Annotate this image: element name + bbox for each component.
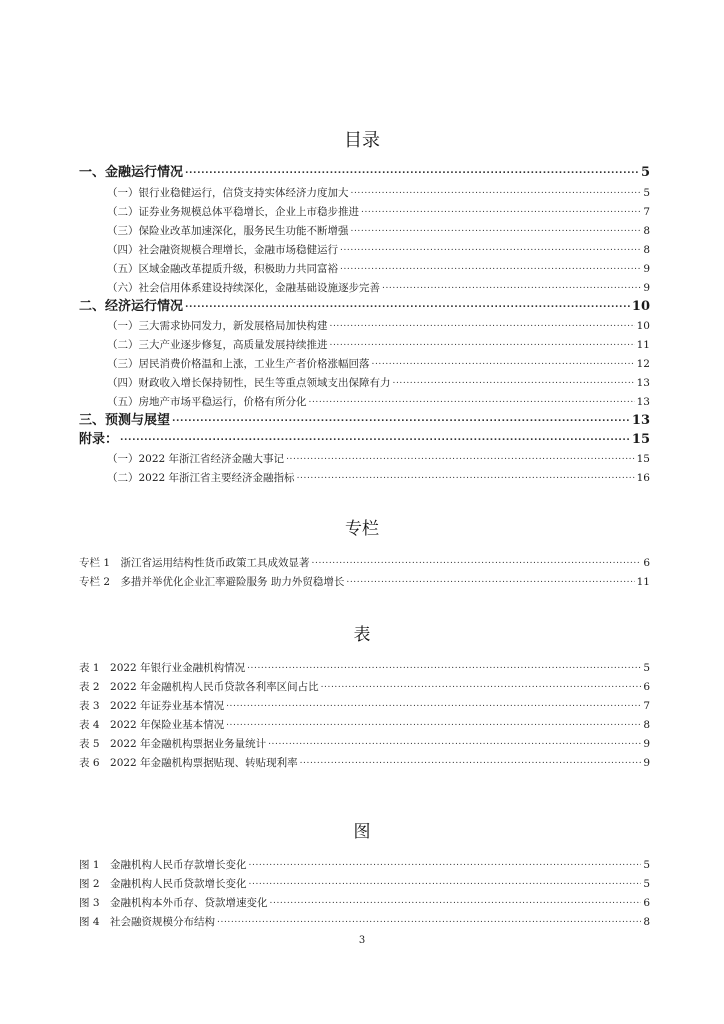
- toc-page-number: 6: [643, 557, 650, 569]
- dot-leader: [300, 752, 642, 769]
- toc-page-number: 10: [636, 320, 650, 332]
- toc-entry-row[interactable]: [107, 204, 650, 220]
- page-number: 3: [358, 935, 366, 946]
- toc-page-number: 8: [643, 719, 650, 731]
- toc-page-number: 9: [643, 738, 650, 750]
- toc-page-number: 9: [643, 263, 650, 275]
- dot-leader: [226, 695, 641, 712]
- toc-entry-row[interactable]: [107, 394, 650, 410]
- toc-entry-label: （二）证券业务规模总体平稳增长，企业上市稳步推进: [107, 206, 359, 218]
- dot-leader: [346, 571, 634, 588]
- toc-entry-label: （三）居民消费价格温和上涨，工业生产者价格涨幅回落: [107, 358, 370, 370]
- dot-leader: [330, 315, 635, 332]
- tables-title: 表: [353, 625, 371, 645]
- toc-page-number: 16: [636, 472, 650, 484]
- toc-page-number: 11: [636, 576, 650, 588]
- toc-entry-label: （五）区域金融改革提质升级，积极助力共同富裕: [107, 263, 338, 275]
- toc-entry-row[interactable]: [107, 337, 650, 353]
- column-entry-row[interactable]: [79, 574, 650, 590]
- toc-section-label: 二、经济运行情况: [79, 299, 184, 314]
- dot-leader: [351, 220, 642, 237]
- column-entry-label: 专栏 2 多措并举优化企业汇率避险服务 助力外贸稳增长: [79, 576, 345, 588]
- toc-entry-label: （四）财政收入增长保持韧性，民生等重点领域支出保障有力: [107, 377, 391, 389]
- dot-leader: [340, 239, 641, 256]
- toc-page-number: 8: [643, 225, 650, 237]
- toc-entry-label: （六）社会信用体系建设持续深化，金融基础设施逐步完善: [107, 282, 380, 294]
- table-entry-label: 表 1 2022 年银行业金融机构情况: [79, 662, 246, 674]
- toc-section-row[interactable]: [79, 413, 650, 429]
- toc-entry-row[interactable]: [107, 185, 650, 201]
- toc-page-number: 6: [643, 681, 650, 693]
- toc-entry-label: （一）2022 年浙江省经济金融大事记: [107, 453, 285, 465]
- toc-entry-label: （一）三大需求协同发力，新发展格局加快构建: [107, 320, 328, 332]
- dot-leader: [185, 162, 639, 179]
- toc-entry-label: （四）社会融资规模合理增长，金融市场稳健运行: [107, 244, 338, 256]
- dot-leader: [382, 277, 641, 294]
- dot-leader: [249, 873, 642, 890]
- toc-page-number: 9: [643, 282, 650, 294]
- dot-leader: [330, 334, 635, 351]
- toc-page-number: 13: [636, 396, 650, 408]
- toc-section-label: 三、预测与展望: [79, 413, 171, 428]
- toc-page-number: 15: [636, 453, 650, 465]
- toc-page-number: 9: [643, 757, 650, 769]
- toc-entry-row[interactable]: [107, 356, 650, 372]
- dot-leader: [226, 714, 641, 731]
- dot-leader: [312, 552, 642, 569]
- dot-leader: [268, 733, 641, 750]
- toc-entry-row[interactable]: [107, 280, 650, 296]
- table-entry-label: 表 6 2022 年金融机构票据贴现、转贴现利率: [79, 757, 298, 769]
- toc-page-number: 7: [643, 700, 650, 712]
- dot-leader: [120, 429, 630, 446]
- dot-leader: [297, 467, 635, 484]
- toc-section-row[interactable]: [79, 432, 650, 448]
- toc-page-number: 13: [631, 413, 650, 428]
- table-entry-row[interactable]: [79, 698, 650, 714]
- dot-leader: [217, 911, 641, 928]
- toc-page-number: 6: [643, 897, 650, 909]
- dot-leader: [247, 657, 641, 674]
- toc-section-label: 一、金融运行情况: [79, 165, 184, 180]
- figure-entry-label: 图 4 社会融资规模分布结构: [79, 916, 216, 928]
- toc-entry-row[interactable]: [107, 451, 650, 467]
- toc-page-number: 7: [643, 206, 650, 218]
- table-entry-row[interactable]: [79, 717, 650, 733]
- toc-entry-row[interactable]: [107, 223, 650, 239]
- dot-leader: [172, 410, 630, 427]
- toc-page-number: 5: [643, 859, 650, 871]
- toc-page-number: 5: [640, 165, 650, 180]
- figure-entry-label: 图 1 金融机构人民币存款增长变化: [79, 859, 247, 871]
- dot-leader: [309, 391, 635, 408]
- toc-section-row[interactable]: [79, 165, 650, 181]
- dot-leader: [351, 182, 642, 199]
- toc-page-number: 11: [636, 339, 650, 351]
- table-entry-label: 表 3 2022 年证券业基本情况: [79, 700, 225, 712]
- figure-entry-row[interactable]: [79, 876, 650, 892]
- dot-leader: [286, 448, 635, 465]
- toc-page-number: 5: [643, 662, 650, 674]
- table-entry-row[interactable]: [79, 679, 650, 695]
- toc-entry-label: （二）三大产业逐步修复，高质量发展持续推进: [107, 339, 328, 351]
- table-entry-label: 表 4 2022 年保险业基本情况: [79, 719, 225, 731]
- toc-entry-row[interactable]: [107, 242, 650, 258]
- table-entry-label: 表 2 2022 年金融机构人民币贷款各利率区间占比: [79, 681, 319, 693]
- toc-entry-row[interactable]: [107, 261, 650, 277]
- dot-leader: [249, 854, 642, 871]
- figure-entry-label: 图 2 金融机构人民币贷款增长变化: [79, 878, 247, 890]
- dot-leader: [340, 258, 641, 275]
- toc-entry-label: （一）银行业稳健运行，信贷支持实体经济力度加大: [107, 187, 349, 199]
- toc-page-number: 10: [631, 299, 650, 314]
- toc-entry-label: （二）2022 年浙江省主要经济金融指标: [107, 472, 295, 484]
- toc-page-number: 13: [636, 377, 650, 389]
- toc-page-number: 12: [636, 358, 650, 370]
- toc-entry-row[interactable]: [107, 470, 650, 486]
- toc-entry-label: （五）房地产市场平稳运行，价格有所分化: [107, 396, 307, 408]
- column-entry-label: 专栏 1 浙江省运用结构性货币政策工具成效显著: [79, 557, 310, 569]
- toc-page-number: 15: [631, 432, 650, 447]
- figure-entry-row[interactable]: [79, 895, 650, 911]
- table-entry-row[interactable]: [79, 755, 650, 771]
- toc-entry-label: （三）保险业改革加速深化，服务民生功能不断增强: [107, 225, 349, 237]
- columns-title: 专栏: [345, 519, 379, 539]
- toc-page-number: 5: [643, 878, 650, 890]
- figure-entry-label: 图 3 金融机构本外币存、贷款增速变化: [79, 897, 268, 909]
- table-entry-row[interactable]: [79, 736, 650, 752]
- dot-leader: [372, 353, 635, 370]
- table-entry-label: 表 5 2022 年金融机构票据业务量统计: [79, 738, 267, 750]
- dot-leader: [393, 372, 635, 389]
- column-entry-row[interactable]: [79, 555, 650, 571]
- toc-page-number: 5: [643, 187, 650, 199]
- figure-entry-row[interactable]: [79, 857, 650, 873]
- figures-title: 图: [353, 822, 371, 842]
- toc-section-row[interactable]: [79, 299, 650, 315]
- dot-leader: [270, 892, 642, 909]
- toc-page-number: 8: [643, 916, 650, 928]
- table-entry-row[interactable]: [79, 660, 650, 676]
- dot-leader: [185, 296, 630, 313]
- toc-entry-row[interactable]: [107, 318, 650, 334]
- toc-entry-row[interactable]: [107, 375, 650, 391]
- dot-leader: [361, 201, 641, 218]
- toc-page-number: 8: [643, 244, 650, 256]
- toc-title: 目录: [344, 130, 380, 151]
- dot-leader: [321, 676, 642, 693]
- figure-entry-row[interactable]: [79, 914, 650, 930]
- toc-section-label: 附录：: [79, 432, 119, 447]
